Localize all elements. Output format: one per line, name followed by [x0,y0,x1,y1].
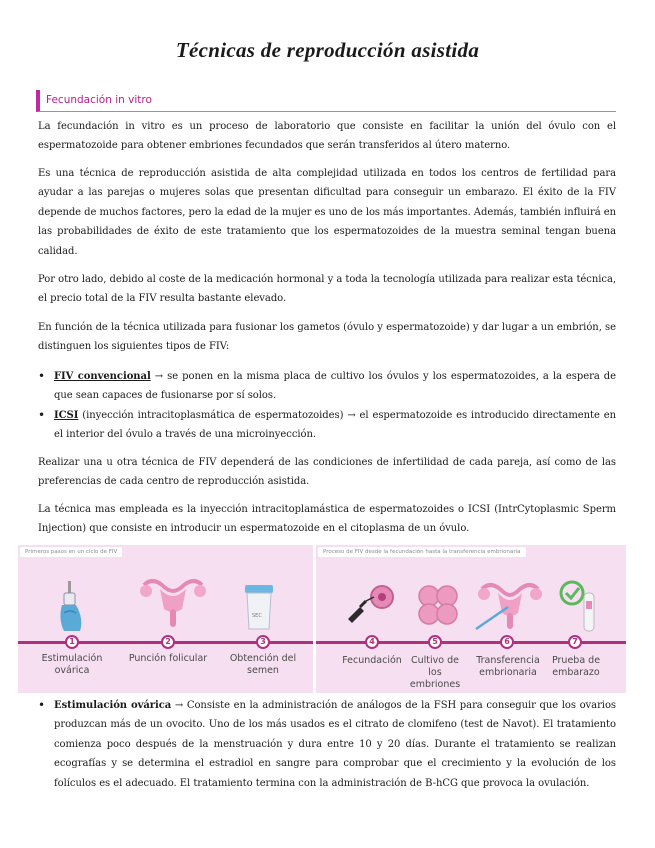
step-number: 5 [428,635,442,649]
step-label: Transferencia embrionaria [476,655,540,678]
paragraph-technique: Es una técnica de reproducción asistida de alta complejidad utilizada en todos los centros de fertilidad para ayudar a las parejas o mujeres solas que presentan dificultad para conseguir un embarazo. El éxito de la FIV depende de muchos factores, pero la edad de la mujer es uno de los más importantes. Además, también influirá en las probabilidades de éxito de este tratamiento que los espermatozoides de la muestra seminal tengan buena calidad. [38,168,616,257]
page-title: Técnicas de reproducción asistida [175,38,480,62]
list-item-term: Estimulación ovárica [54,700,172,711]
paragraph-icsi: La técnica mas empleada es la inyección intracitoplamástica de espermatozoides o ICSI (IntrCytoplasmic Sperm Injection) que consiste en introducir un espermatozoide en el citoplasma de un óvulo. [38,504,616,535]
step-label: Obtención del semen [229,653,297,676]
list-item-text: (inyección intracitoplasmática de espermatozoides) → el espermatozoide es introducido directamente en el interior del óvulo a través de una microinyección. [54,409,616,441]
figure-caption: Primeros pasos en un ciclo de FIV [20,547,122,557]
step-number: 3 [256,635,270,649]
list-item-text: → Consiste en la administración de análogos de la FSH para conseguir que los ovarios produzcan más de un ovocito. Uno de los más usados es el citrato de clomifeno (test de Navot). El tratamiento comienza poco después de la menstruación y dura entre 10 y 20 días. Durante el tratamiento se realizan ecografías y se determina el estradiol en sangre para comprobar que el crecimiento y la evolución de los folículos es el adecuado. El tratamiento termina con la administración de B-hCG que provoca la ovulación. [54,700,616,789]
step-number: 4 [365,635,379,649]
fiv-types-list [38,367,616,445]
paragraph-cost: Por otro lado, debido al coste de la medicación hormonal y a toda la tecnología utilizada para realizar esta técnica, el precio total de la FIV resulta bastante elevado. [38,274,616,305]
step-label: Fecundación [342,655,402,666]
list-item-term: FIV convencional [54,371,151,382]
step-number: 6 [500,635,514,649]
stimulation-list [38,696,616,793]
list-item [38,406,616,445]
list-item-text: → se ponen en la misma placa de cultivo los óvulos y los espermatozoides, a la espera de que sean capaces de fusionarse por sí solos. [54,371,616,402]
list-item [38,367,616,406]
list-item [38,696,616,793]
step-label: Estimulación ovárica [41,653,103,676]
pregnancy-test-icon [556,579,600,633]
figure-caption: Proceso de FIV desde la fecundación hasta la transferencia embrionaria [318,547,526,557]
figure-ivf-process [316,545,626,693]
paragraph-types-intro: En función de la técnica utilizada para fusionar los gametos (óvulo y espermatozoide) y dar lugar a un embrión, se distinguen los siguientes tipos de FIV: [38,322,616,353]
cup-label: SEC [252,613,262,619]
step-label: Prueba de embarazo [551,655,601,678]
step-label: Punción folicular [128,653,208,664]
embryo-transfer-icon [474,579,546,633]
step-number: 1 [65,635,79,649]
paragraph-intro: La fecundación in vitro es un proceso de laboratorio que consiste en facilitar la unión del óvulo con el espermatozoide para obtener embriones fecundados que serán transferidos al útero materno. [38,121,616,152]
figure-first-steps [18,545,313,693]
paragraph-conditions: Realizar una u otra técnica de FIV dependerá de las condiciones de infertilidad de cada pareja, así como de las preferencias de cada centro de reproducción asistida. [38,457,616,488]
uterus-icon [138,575,208,631]
microinjection-icon [344,579,400,629]
embryo-cells-icon [416,583,460,627]
step-number: 2 [161,635,175,649]
section-heading: Fecundación in vitro [36,90,616,112]
step-number: 7 [568,635,582,649]
list-item-term: ICSI [54,409,79,421]
injection-hand-icon [54,579,88,635]
step-label: Cultivo de los embriones [409,655,461,690]
specimen-cup-icon [242,583,276,633]
